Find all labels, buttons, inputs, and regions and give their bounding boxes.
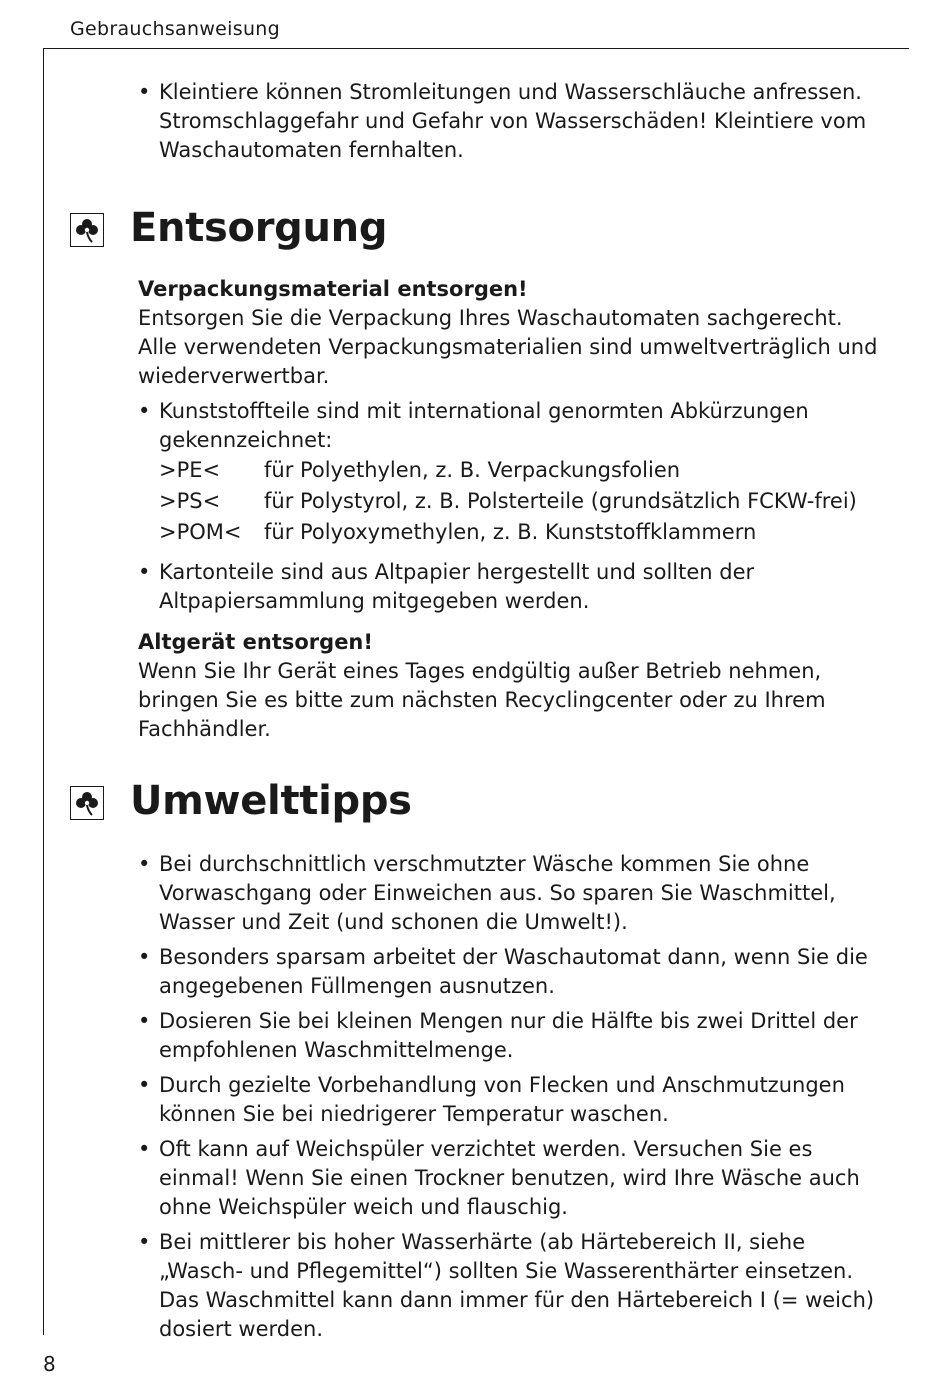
table-row (159, 486, 857, 517)
plastic-bullet (138, 397, 888, 455)
intro-bullet (138, 78, 888, 165)
code-cell: >PS< (159, 489, 221, 513)
section-entsorgung (70, 199, 888, 257)
list-item (138, 943, 888, 1001)
section-umwelttipps (70, 772, 888, 830)
bullet-dot: • (138, 852, 151, 876)
table-row (159, 455, 857, 486)
bullet-dot: • (138, 399, 151, 423)
bullet-dot: • (138, 1009, 151, 1033)
old-device-paragraph: Wenn Sie Ihr Gerät eines Tages endgültig außer Betrieb nehmen, bringen Sie es bitte zum nächsten Recyclingcenter oder zu Ihrem Fachhändler. (138, 659, 826, 741)
tip-text: Durch gezielte Vorbehandlung von Flecken und Anschmutzungen können Sie bei niedrigerer Temperatur waschen. (159, 1073, 845, 1126)
desc-cell: für Polystyrol, z. B. Polsterteile (grundsätzlich FCKW-frei) (264, 489, 857, 513)
packaging-subheading: Verpackungsmaterial entsorgen! (138, 277, 528, 301)
intro-bullet-text: Kleintiere können Stromleitungen und Wasserschläuche anfressen. Stromschlaggefahr und Gefahr von Wasserschäden! Kleintiere vom Waschautomaten fernhalten. (159, 80, 867, 162)
tip-text: Dosieren Sie bei kleinen Mengen nur die Hälfte bis zwei Drittel der empfohlenen Waschmittelmenge. (159, 1009, 858, 1062)
tip-text: Besonders sparsam arbeitet der Waschautomat dann, wenn Sie die angegebenen Füllmengen ausnutzen. (159, 945, 868, 998)
old-device-subheading: Altgerät entsorgen! (138, 630, 373, 654)
section-heading: Umwelttipps (130, 778, 412, 824)
bullet-dot: • (138, 1073, 151, 1097)
bullet-dot: • (138, 80, 151, 104)
plastic-bullet-text: Kunststoffteile sind mit international genormten Abkürzungen gekennzeichnet: (159, 399, 809, 452)
carton-bullet-text: Kartonteile sind aus Altpapier hergestellt und sollten der Altpapiersammlung mitgegeben werden. (159, 560, 755, 613)
tip-text: Bei durchschnittlich verschmutzter Wäsche kommen Sie ohne Vorwaschgang oder Einweichen aus. So sparen Sie Waschmittel, Wasser und Zeit (und schonen die Umwelt!). (159, 852, 836, 934)
list-item (138, 1071, 888, 1129)
list-item (138, 1007, 888, 1065)
left-margin-rule (43, 48, 44, 1335)
packaging-paragraph: Entsorgen Sie die Verpackung Ihres Waschautomaten sachgerecht. Alle verwendeten Verpackungsmaterialien sind umweltverträglich und wiederverwertbar. (138, 306, 878, 388)
tips-list (138, 850, 888, 1344)
section-heading: Entsorgung (130, 205, 388, 251)
bullet-dot: • (138, 1230, 151, 1254)
desc-cell: für Polyoxymethylen, z. B. Kunststoffklammern (264, 520, 757, 544)
header-title: Gebrauchsanweisung (70, 18, 280, 40)
list-item (138, 850, 888, 937)
list-item (138, 1135, 888, 1222)
tip-text: Bei mittlerer bis hoher Wasserhärte (ab Härtebereich II, siehe „Wasch- und Pflegemittel“) sollten Sie Wasserenthärter einsetzen. Das Waschmittel kann dann immer für den Härtebereich I (= weich) dosiert werden. (159, 1230, 875, 1341)
bullet-dot: • (138, 945, 151, 969)
plastic-codes-table (159, 455, 857, 548)
table-row (159, 517, 857, 548)
tip-text: Oft kann auf Weichspüler verzichtet werden. Versuchen Sie es einmal! Wenn Sie einen Trockner benutzen, wird Ihre Wäsche auch ohne Weichspüler weich und flauschig. (159, 1137, 860, 1219)
bullet-dot: • (138, 560, 151, 584)
page-number: 8 (43, 1352, 56, 1376)
shamrock-icon (70, 786, 104, 820)
code-cell: >POM< (159, 520, 242, 544)
code-cell: >PE< (159, 458, 221, 482)
list-item (138, 1228, 888, 1344)
shamrock-icon (70, 213, 104, 247)
header-divider (43, 48, 909, 49)
page-content (130, 78, 888, 1344)
carton-bullet (138, 558, 888, 616)
desc-cell: für Polyethylen, z. B. Verpackungsfolien (264, 458, 681, 482)
bullet-dot: • (138, 1137, 151, 1161)
